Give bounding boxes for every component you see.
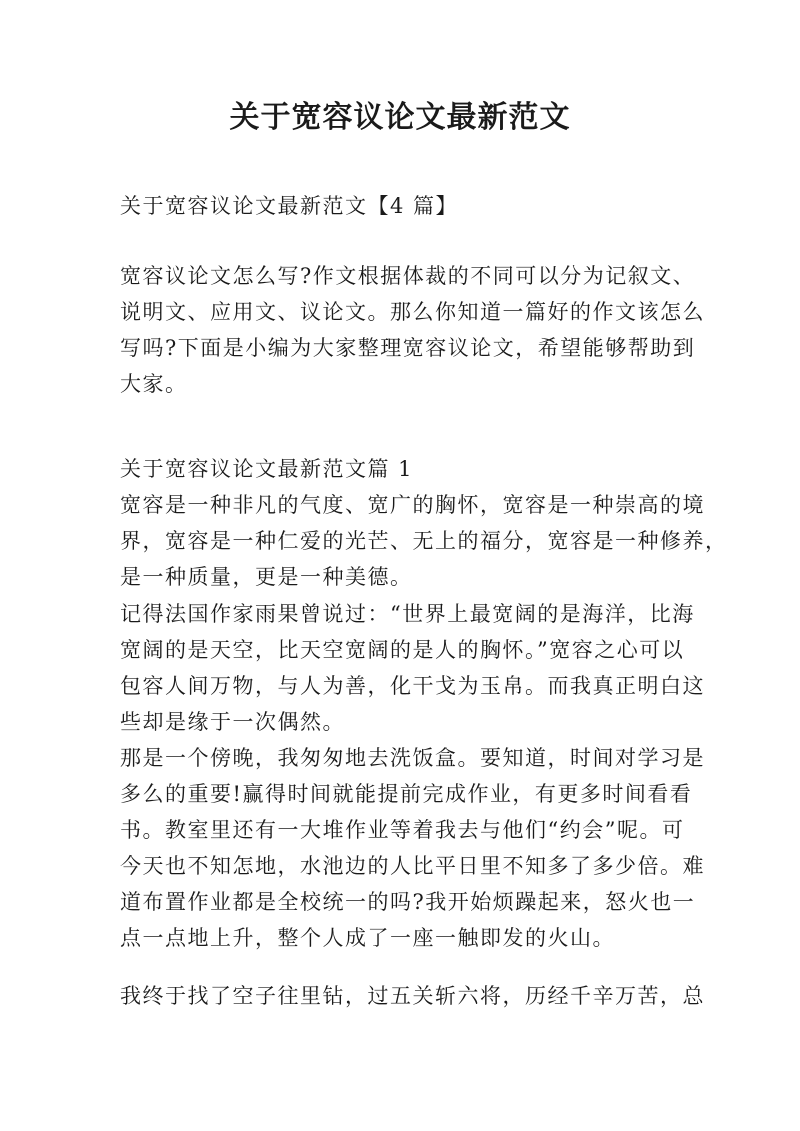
intro-line: 说明文、应用文、议论文。那么你知道一篇好的作文该怎么 bbox=[120, 300, 705, 324]
document-title: 关于宽容议论文最新范文 bbox=[229, 100, 571, 135]
body-line: 是一种质量，更是一种美德。 bbox=[120, 565, 413, 589]
body-line: 宽阔的是天空，比天空宽阔的是人的胸怀。”宽容之心可以 bbox=[120, 638, 685, 662]
body-line: 些却是缘于一次偶然。 bbox=[120, 710, 345, 734]
document-subtitle: 关于宽容议论文最新范文【4 篇】 bbox=[120, 194, 459, 218]
section-heading: 关于宽容议论文最新范文篇 1 bbox=[120, 457, 414, 481]
body-line: 书。教室里还有一大堆作业等着我去与他们“约会”呢。可 bbox=[120, 818, 685, 842]
intro-line: 大家。 bbox=[120, 372, 188, 396]
body-line: 界，宽容是一种仁爱的光芒、无上的福分，宽容是一种修养， bbox=[120, 529, 728, 553]
body-line: 包容人间万物，与人为善，化干戈为玉帛。而我真正明白这 bbox=[120, 674, 705, 698]
body-line: 那是一个傍晚，我匆匆地去洗饭盒。要知道，时间对学习是 bbox=[120, 746, 705, 770]
body-line: 道布置作业都是全校统一的吗?我开始烦躁起来，怒火也一 bbox=[120, 890, 696, 914]
body-line: 宽容是一种非凡的气度、宽广的胸怀，宽容是一种崇高的境 bbox=[120, 493, 705, 517]
intro-line: 写吗?下面是小编为大家整理宽容议论文，希望能够帮助到 bbox=[120, 336, 696, 360]
body-line: 今天也不知怎地，水池边的人比平日里不知多了多少倍。难 bbox=[120, 854, 705, 878]
intro-line: 宽容议论文怎么写?作文根据体裁的不同可以分为记叙文、 bbox=[120, 264, 696, 288]
body-line: 点一点地上升，整个人成了一座一触即发的火山。 bbox=[120, 926, 615, 950]
body-line: 记得法国作家雨果曾说过：“世界上最宽阔的是海洋，比海 bbox=[120, 602, 695, 626]
body-line: 我终于找了空子往里钻，过五关斩六将，历经千辛万苦，总 bbox=[120, 984, 705, 1008]
body-line: 多么的重要!赢得时间就能提前完成作业，有更多时间看看 bbox=[120, 782, 693, 806]
